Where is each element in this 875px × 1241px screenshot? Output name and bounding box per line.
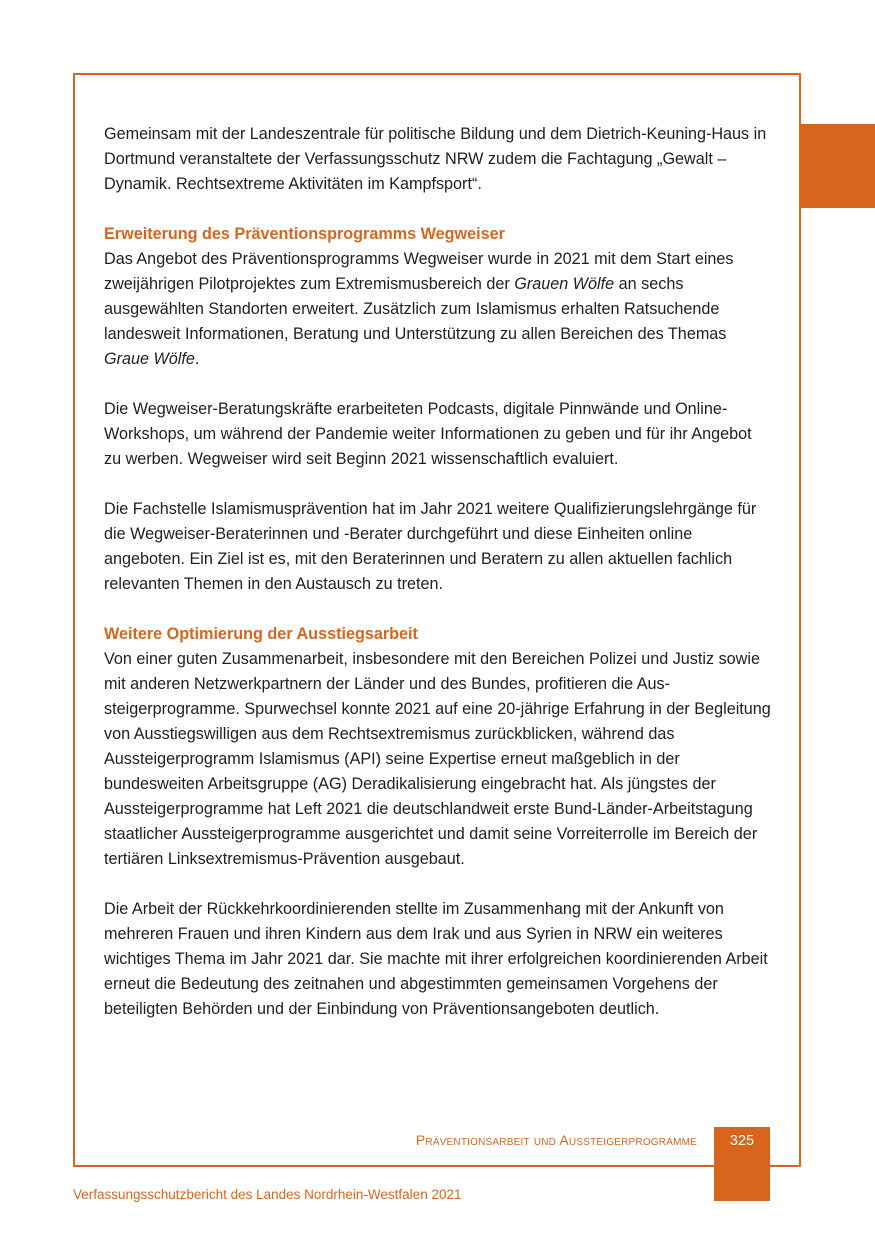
section-heading-wegweiser: Erweiterung des Präventionsprogramms Wegweiser — [104, 225, 505, 243]
wegweiser-p1-text-a: Das Angebot des Präventionsprogramms Wegweiser wurde in 2021 mit dem Start eines zweijährigen Pilotprojektes zum Extremismusbereich der — [104, 250, 734, 293]
wegweiser-p1-emphasis-grauen-woelfe: Grauen Wölfe — [514, 275, 615, 293]
page-number-box — [714, 1127, 770, 1201]
publication-caption: Verfassungsschutzbericht des Landes Nordrhein-Westfalen 2021 — [73, 1187, 462, 1202]
main-content — [104, 122, 772, 1047]
intro-paragraph: Gemeinsam mit der Landeszentrale für politische Bildung und dem Dietrich-Keuning-Haus in Dortmund veranstaltete der Verfassungsschutz NRW zudem die Fachtagung „Gewalt – Dynamik. Rechtsextreme Aktivitäten im Kampfsport“. — [104, 125, 767, 193]
page-number: 325 — [729, 1133, 755, 1149]
chapter-tab-marker — [799, 124, 875, 208]
wegweiser-paragraph-1 — [104, 247, 772, 372]
wegweiser-paragraph-3: Die Fachstelle Islamismusprävention hat im Jahr 2021 weitere Qualifizierungslehrgänge für die Wegweiser-Beraterinnen und -Berater durchgeführt und diese Einheiten online angeboten. Ein Ziel ist es, mit den Beraterinnen und Beratern zu allen aktuellen fachlich relevanten Themen in den Austausch zu treten. — [104, 500, 757, 593]
wegweiser-p1-emphasis-graue-woelfe: Graue Wölfe — [104, 350, 195, 368]
wegweiser-p1-text-c: . — [194, 350, 200, 368]
running-footer-section-title: Präventionsarbeit und Aussteigerprogramme — [415, 1132, 697, 1148]
wegweiser-p1-text-b: an sechs ausgewählten Standorten erweitert. Zusätzlich zum Islamismus erhalten Ratsuchende landesweit Informationen, Beratung und Unterstützung zu allen Bereichen des Themas — [104, 275, 727, 343]
wegweiser-paragraph-2: Die Wegweiser-Beratungskräfte erarbeiteten Podcasts, digitale Pinnwände und Online-Workshops, um während der Pandemie weiter Informationen zu geben und für ihr Angebot zu werben. Wegweiser wird seit Beginn 2021 wissenschaftlich evaluiert. — [104, 400, 752, 468]
section-heading-ausstiegsarbeit: Weitere Optimierung der Ausstiegsarbeit — [104, 625, 418, 643]
ausstiegsarbeit-paragraph-2: Die Arbeit der Rückkehrkoordinierenden stellte im Zusammenhang mit der Ankunft von mehreren Frauen und ihren Kindern aus dem Irak und aus Syrien in NRW ein weiteres wichtiges Thema im Jahr 2021 dar. Sie machte mit ihrer erfolgreichen koordinierenden Arbeit erneut die Bedeutung des zeitnahen und abgestimmten gemeinsamen Vorgehens der beteiligten Behörden und der Einbindung von Präventionsangeboten deutlich. — [104, 900, 768, 1018]
ausstiegsarbeit-paragraph-1: Von einer guten Zusammenarbeit, insbesondere mit den Bereichen Polizei und Justiz sowie mit anderen Netzwerkpartnern der Länder und des Bundes, profitieren die Aussteigerprogramme. Spurwechsel konnte 2021 auf eine 20-jährige Erfahrung in der Begleitung von Ausstiegswilligen aus dem Rechtsextremismus zurückblicken, während das Aussteigerprogramm Islamismus (API) seine Expertise erneut maßgeblich in der bundesweiten Arbeitsgruppe (AG) Deradikalisierung eingebracht hat. Als jüngstes der Aussteigerprogramme hat Left 2021 die deutschlandweit erste Bund-Länder-Arbeitstagung staatlicher Aussteigerprogramme ausgerichtet und damit seine Vorreiterrolle im Bereich der tertiären Linksextremismus-Prävention ausgebaut. — [104, 650, 771, 868]
